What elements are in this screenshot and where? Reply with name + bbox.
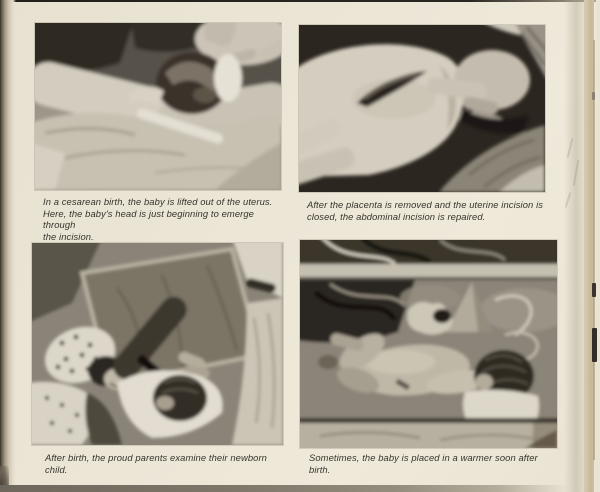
photo-cesarean-lift — [35, 23, 281, 190]
caption-line: In a cesarean birth, the baby is lifted out of the uterus. — [43, 196, 273, 207]
caption-line: After birth, the proud parents examine their newborn child. — [45, 452, 267, 475]
caption-line: the incision. — [43, 230, 94, 242]
page-edge-line — [593, 40, 595, 460]
photo-incision-repair — [299, 25, 545, 192]
caption-line: After the placenta is removed and the uterine incision is — [307, 199, 544, 210]
caption-baby-warmer — [309, 452, 557, 475]
page-edge-mark — [592, 328, 597, 362]
page-edge-mark — [592, 92, 595, 100]
caption-line: closed, the abdominal incision is repaired. — [307, 210, 486, 222]
caption-parents-newborn — [45, 452, 285, 475]
page-bottom-shadow — [0, 485, 568, 492]
photo-parents-newborn — [32, 243, 283, 445]
photo-baby-warmer — [300, 240, 557, 448]
page-curve-shadow — [564, 0, 586, 492]
book-gutter — [0, 0, 16, 492]
page-edge-sliver — [596, 0, 600, 492]
page-edge-mark — [592, 283, 596, 297]
caption-line: Here, the baby's head is just beginning to emerge through — [43, 207, 254, 231]
caption-incision-repair — [307, 199, 551, 222]
page-top-edge — [0, 0, 600, 2]
caption-line: Sometimes, the baby is placed in a warmer soon after birth. — [309, 452, 538, 475]
caption-cesarean-lift — [43, 196, 279, 242]
